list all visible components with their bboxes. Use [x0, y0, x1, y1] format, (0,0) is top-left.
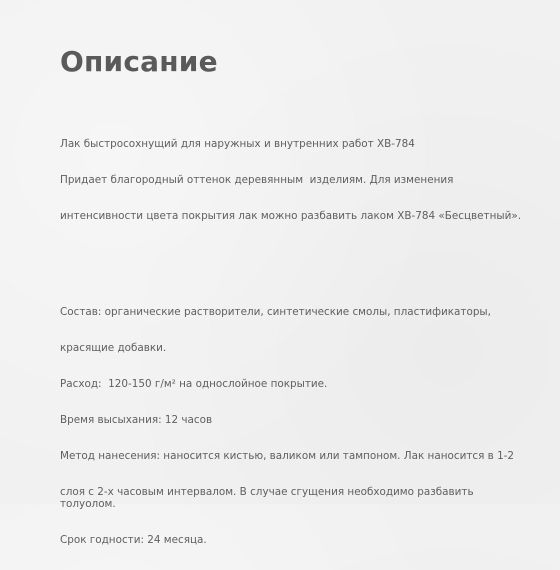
description-line: Метод нанесения: наносится кистью, валиком или тампоном. Лак наносится в 1-2: [60, 450, 515, 462]
description-line: Состав: органические растворители, синтетические смолы, пластификаторы,: [60, 306, 491, 318]
description-line: Придает благородный оттенок деревянным изделиям. Для изменения: [60, 174, 454, 186]
description-line: Срок годности: 24 месяца.: [60, 534, 207, 546]
description-text: [60, 114, 530, 570]
description-line: красящие добавки.: [60, 342, 167, 354]
section-title: Описание: [60, 45, 218, 78]
description-line: Время высыхания: 12 часов: [60, 414, 213, 426]
description-line: интенсивности цвета покрытия лак можно разбавить лаком ХВ-784 «Бесцветный».: [60, 210, 522, 222]
description-line: слоя с 2-х часовым интервалом. В случае сгущения необходимо разбавить толуолом.: [60, 486, 477, 510]
description-line: Расход: 120-150 г/м² на однослойное покрытие.: [60, 378, 328, 390]
paragraph-gap: [60, 258, 530, 270]
description-line: Лак быстросохнущий для наружных и внутренних работ ХВ-784: [60, 138, 415, 150]
